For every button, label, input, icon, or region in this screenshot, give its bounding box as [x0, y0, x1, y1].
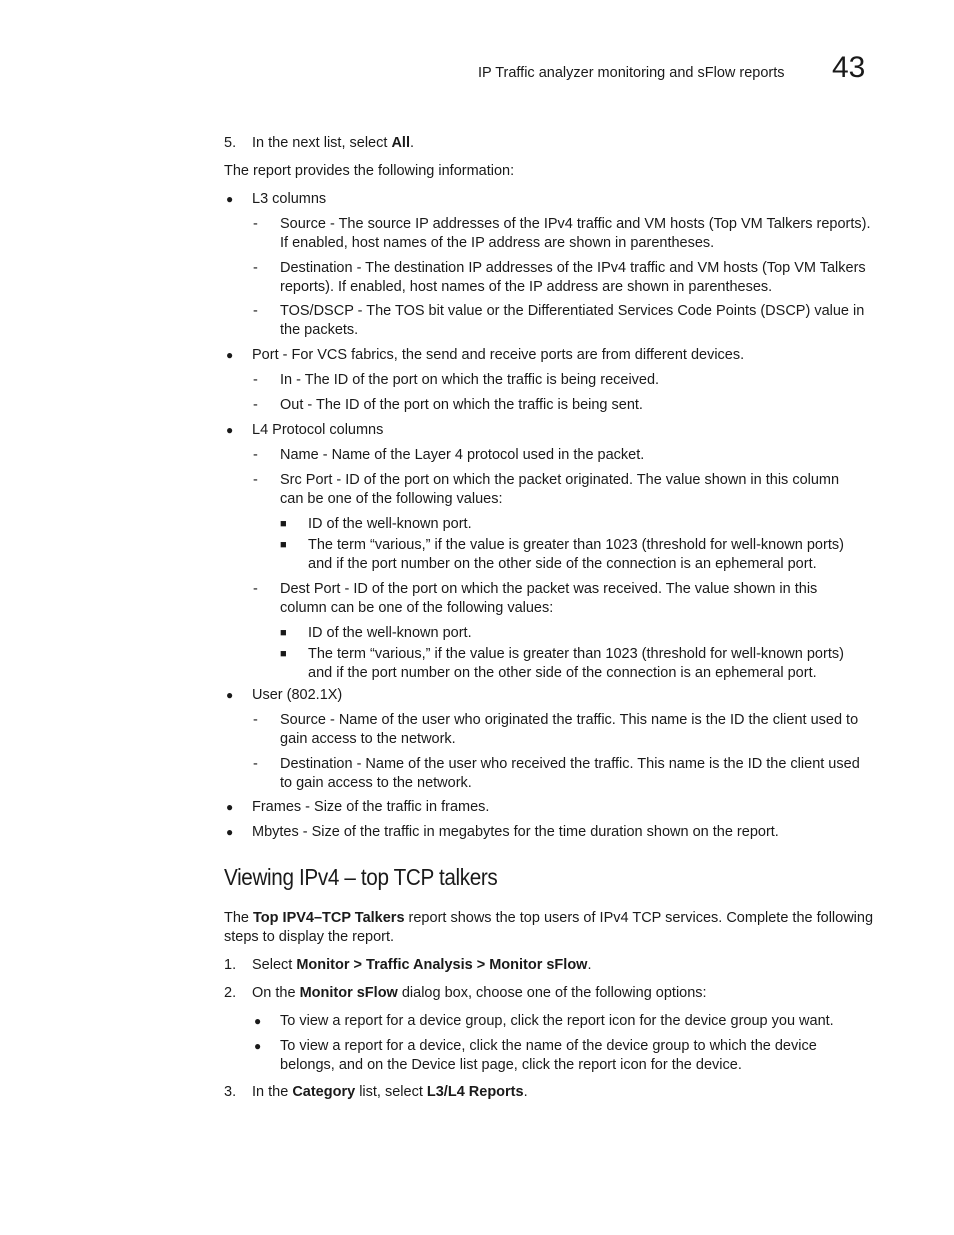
bullet-icon: ●: [254, 1039, 262, 1053]
step-5-text: In the next list, select All.: [252, 135, 414, 151]
intro-text: The report provides the following information:: [224, 163, 515, 179]
square-bullet-icon: ■: [280, 627, 287, 639]
dash-icon: -: [253, 216, 258, 232]
report-name: Top IPV4–TCP Talkers: [253, 910, 405, 926]
bullet-icon: ●: [226, 423, 234, 437]
bullet-icon: ●: [226, 688, 234, 702]
report-type: L3/L4 Reports: [426, 1084, 524, 1100]
dash-icon: -: [253, 303, 258, 319]
bullet-icon: ●: [226, 192, 234, 206]
dash-icon: -: [253, 756, 258, 772]
dash-icon: -: [253, 472, 258, 488]
section-heading: Viewing IPv4 – top TCP talkers: [224, 864, 498, 890]
square-bullet-icon: ■: [280, 539, 287, 551]
bullet-icon: ●: [226, 800, 234, 814]
square-bullet-icon: ■: [280, 648, 287, 660]
page-header-title: IP Traffic analyzer monitoring and sFlow reports: [478, 65, 785, 81]
dash-icon: -: [253, 581, 258, 597]
dash-icon: -: [253, 397, 258, 413]
bullet-icon: ●: [254, 1014, 262, 1028]
dialog-name: Monitor sFlow: [299, 985, 398, 1001]
dash-icon: -: [253, 447, 258, 463]
bullet-icon: ●: [226, 348, 234, 362]
dash-icon: -: [253, 712, 258, 728]
square-bullet-icon: ■: [280, 518, 287, 530]
section-intro: The Top IPV4–TCP Talkers report shows the top users of IPv4 TCP services. Complete the following steps to display the report.: [224, 910, 874, 945]
category-label: Category: [292, 1084, 356, 1100]
dash-icon: -: [253, 372, 258, 388]
chapter-number: 43: [832, 51, 866, 84]
menu-path: Monitor > Traffic Analysis > Monitor sFlow: [296, 957, 588, 973]
bullet-icon: ●: [226, 825, 234, 839]
dash-icon: -: [253, 260, 258, 276]
